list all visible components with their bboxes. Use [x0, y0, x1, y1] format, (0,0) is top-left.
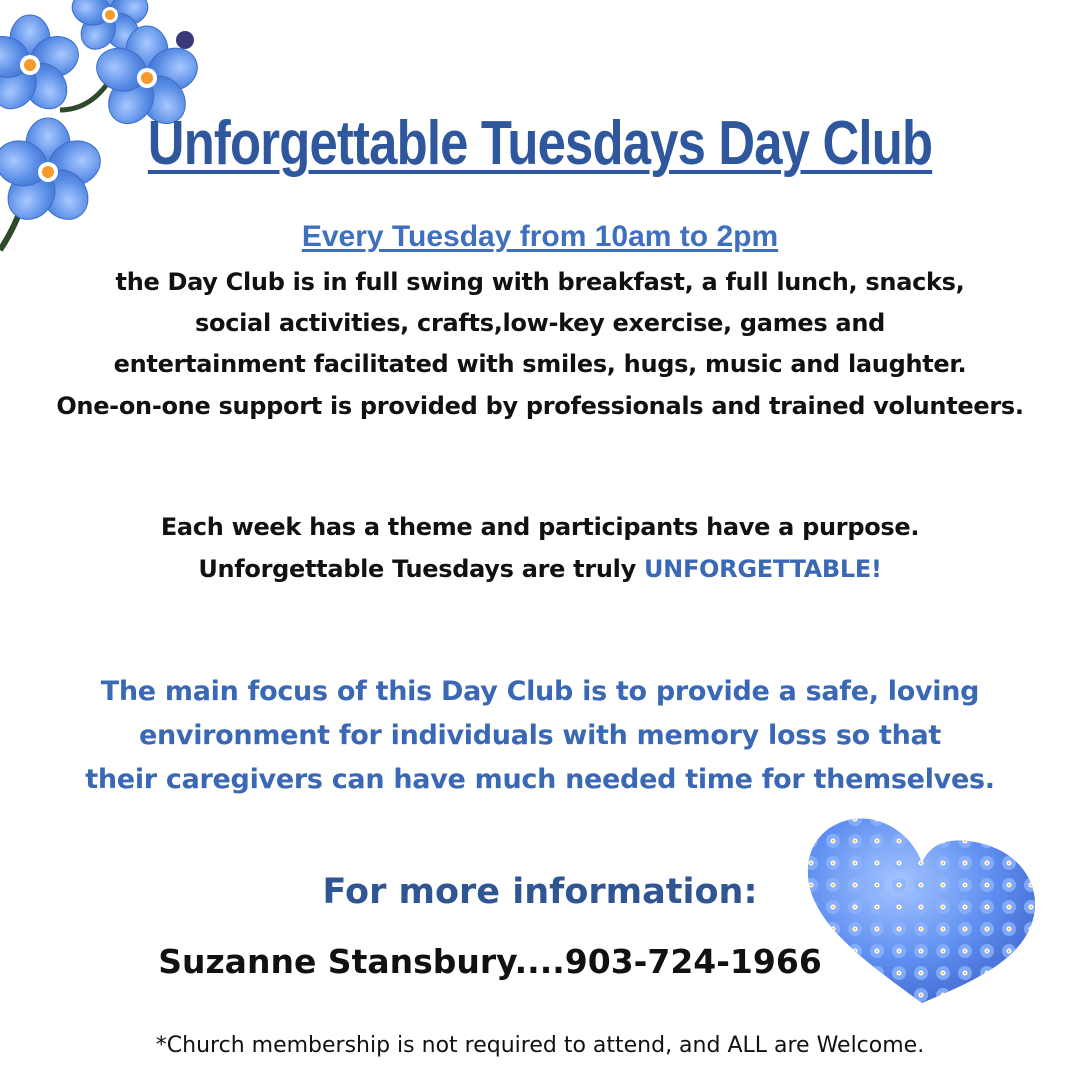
- theme-prefix: Unforgettable Tuesdays are truly: [198, 555, 644, 583]
- page-title: Unforgettable Tuesdays Day Club: [147, 109, 933, 178]
- focus-line: The main focus of this Day Club is to provide a safe, loving: [100, 676, 980, 707]
- description-line: One-on-one support is provided by professionals and trained volunteers.: [56, 392, 1024, 420]
- contact-info: Suzanne Stansbury....903-724-1966: [158, 942, 822, 981]
- focus-line: their caregivers can have much needed time for themselves.: [85, 764, 995, 795]
- description-line: entertainment facilitated with smiles, hugs, music and laughter.: [113, 350, 967, 378]
- description-line: social activities, crafts,low-key exercise, games and: [195, 309, 885, 337]
- focus-line: environment for individuals with memory loss so that: [138, 720, 942, 751]
- schedule-text: Every Tuesday from 10am to 2pm: [301, 220, 779, 253]
- footnote: *Church membership is not required to attend, and ALL are Welcome.: [155, 1033, 925, 1058]
- more-info-heading: For more information:: [322, 872, 758, 912]
- theme-highlight: UNFORGETTABLE!: [643, 555, 882, 583]
- theme-line-2: [0, 555, 1080, 583]
- description-line: the Day Club is in full swing with breakfast, a full lunch, snacks,: [115, 268, 965, 296]
- theme-line: Each week has a theme and participants have a purpose.: [160, 513, 920, 541]
